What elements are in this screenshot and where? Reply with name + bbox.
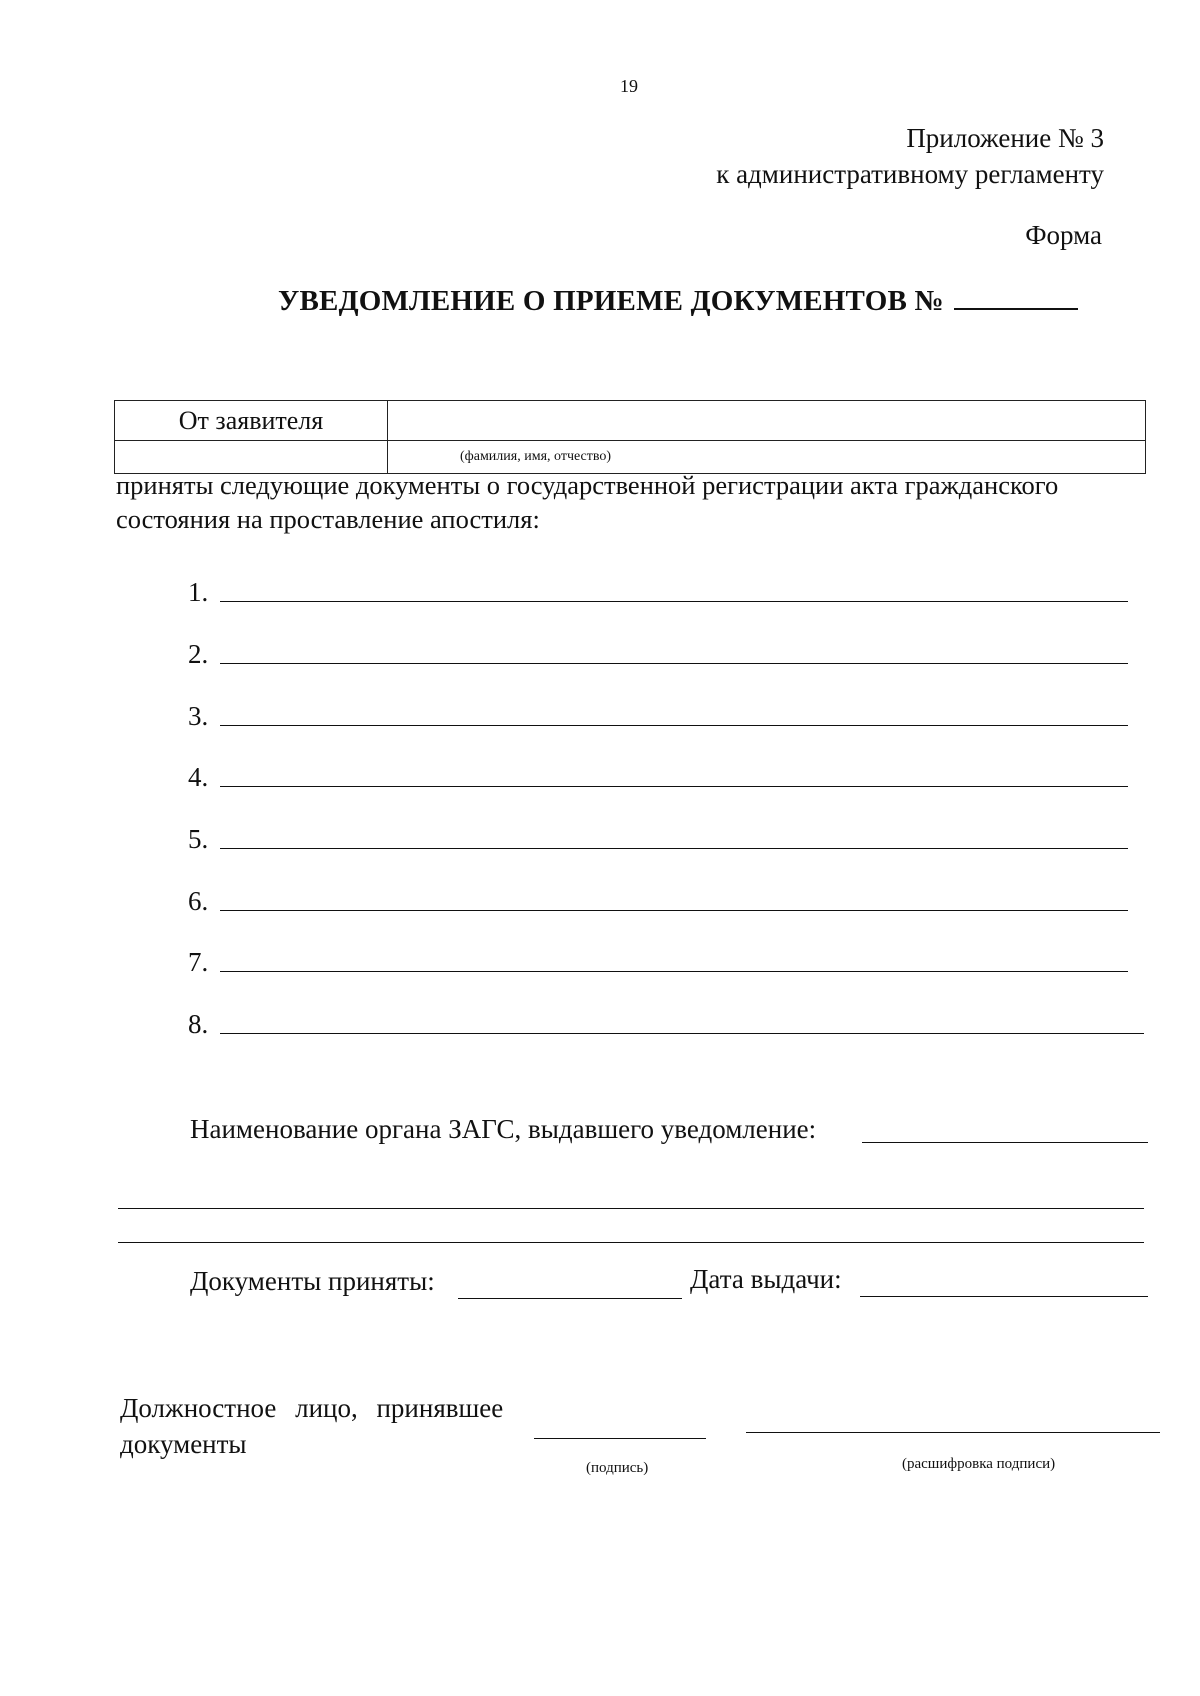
document-field[interactable] (220, 1033, 1144, 1034)
page-number: 19 (620, 76, 638, 96)
official-label-line-1: Должностное лицо, принявшее (120, 1393, 504, 1423)
official-label-line-2: документы (120, 1429, 247, 1459)
annex-header (716, 120, 1104, 192)
applicant-name-hint: (фамилия, имя, отчество) (388, 441, 1146, 474)
document-field[interactable] (220, 601, 1128, 602)
document-number: 4. (188, 762, 209, 792)
document-number: 3. (188, 701, 209, 731)
signature-decoding-caption: (расшифровка подписи) (902, 1456, 1056, 1472)
document-item-1 (188, 568, 1128, 608)
documents-accepted-field[interactable] (458, 1298, 682, 1299)
document-item-2 (188, 630, 1128, 670)
document-number: 6. (188, 886, 209, 916)
document-number: 7. (188, 947, 209, 977)
registry-office-field-line-3[interactable] (118, 1242, 1144, 1243)
intro-text: приняты следующие документы о государственной регистрации акта гражданского состояния на проставление апостиля: (116, 470, 1059, 534)
document-item-7 (188, 938, 1128, 978)
document-item-3 (188, 692, 1128, 732)
document-field[interactable] (220, 663, 1128, 664)
page-title (278, 282, 1078, 318)
document-field[interactable] (220, 971, 1128, 972)
applicant-label: От заявителя (115, 401, 388, 441)
signature-caption: (подпись) (586, 1460, 649, 1476)
issue-date-label: Дата выдачи: (690, 1264, 842, 1294)
document-item-4 (188, 753, 1128, 793)
documents-accepted-label: Документы приняты: (190, 1266, 435, 1296)
notice-number-field[interactable] (954, 282, 1078, 310)
document-field[interactable] (220, 848, 1128, 849)
form-label: Форма (1025, 220, 1102, 250)
document-item-6 (188, 877, 1128, 917)
document-field[interactable] (220, 786, 1128, 787)
registry-office-field[interactable] (862, 1142, 1148, 1143)
title-text: УВЕДОМЛЕНИЕ О ПРИЕМЕ ДОКУМЕНТОВ № (278, 285, 944, 317)
document-number: 2. (188, 639, 209, 669)
document-number: 5. (188, 824, 209, 854)
document-item-5 (188, 815, 1128, 855)
document-number: 8. (188, 1009, 209, 1039)
signature-decoding-field[interactable] (746, 1432, 1160, 1433)
document-field[interactable] (220, 910, 1128, 911)
applicant-table (114, 400, 1146, 474)
issue-date-field[interactable] (860, 1296, 1148, 1297)
registry-office-label: Наименование органа ЗАГС, выдавшего уведомление: (190, 1114, 817, 1144)
annex-reference: к административному регламенту (716, 159, 1104, 189)
annex-number: Приложение № 3 (906, 123, 1104, 153)
official-label (120, 1390, 540, 1462)
signature-field[interactable] (534, 1438, 706, 1439)
document-number: 1. (188, 577, 209, 607)
document-item-8 (188, 1000, 1148, 1040)
applicant-name-field[interactable] (388, 401, 1146, 441)
registry-office-field-line-2[interactable] (118, 1208, 1144, 1209)
document-field[interactable] (220, 725, 1128, 726)
